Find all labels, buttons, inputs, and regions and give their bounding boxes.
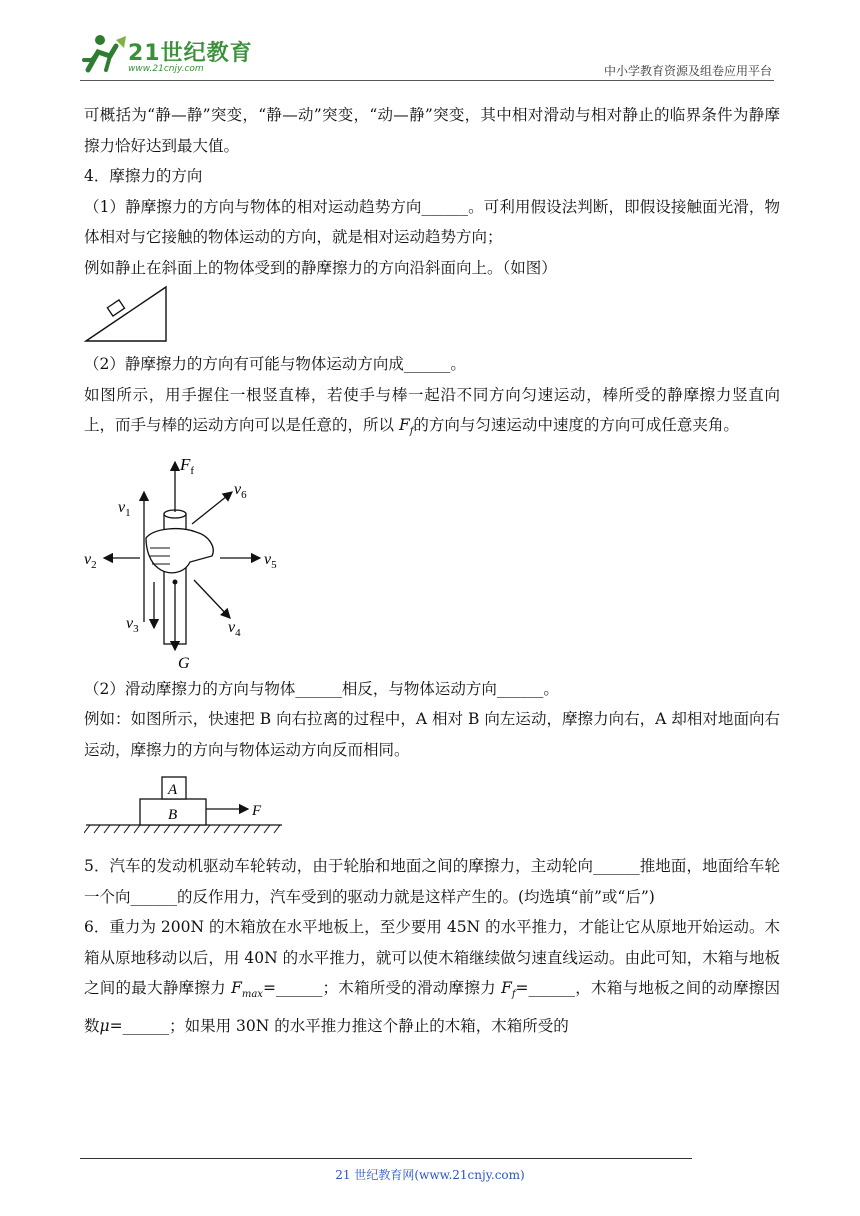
v6-arrow — [192, 492, 232, 524]
label-f: F — [252, 803, 262, 820]
label-v4: $v_4$ — [228, 618, 241, 639]
paragraph-sliding-friction-direction: （2）滑动摩擦力的方向与物体______相反，与物体运动方向______。 — [84, 679, 559, 698]
paragraph-static-friction-direction: （1）静摩擦力的方向与物体的相对运动趋势方向______。可利用假设法判断，即假设接触面光滑，物体相对与它接触的物体运动的方向，就是相对运动趋势方向； — [84, 197, 780, 246]
logo-text: 21世纪教育 — [128, 41, 253, 66]
logo-url: www.21cnjy.com — [128, 64, 204, 74]
label-v1: $v_1$ — [118, 498, 131, 519]
v4-arrow — [194, 580, 230, 618]
incline-figure — [84, 283, 780, 349]
paragraph-incline-example: 例如静止在斜面上的物体受到的静摩擦力的方向沿斜面向上。（如图） — [84, 258, 557, 277]
section-heading-friction-direction: 4．摩擦力的方向 — [84, 167, 203, 185]
blocks-diagram — [84, 773, 304, 851]
question-5: 5．汽车的发动机驱动车轮转动，由于轮胎和地面之间的摩擦力，主动轮向______推地面，地面给车轮一个向______的反作用力，汽车受到的驱动力就是这样产生的。(均选填“前”或“后”) — [84, 857, 780, 906]
paragraph-static-angle: （2）静摩擦力的方向有可能与物体运动方向成______。 — [84, 355, 466, 373]
document-body — [84, 100, 780, 1041]
footer-divider — [80, 1158, 692, 1159]
label-a: A — [168, 782, 178, 799]
label-b: B — [168, 807, 178, 824]
platform-name: 中小学教育资源及组卷应用平台 — [603, 64, 772, 78]
hand-rod-figure — [84, 448, 780, 674]
label-ff: $F_f$ — [180, 454, 195, 477]
label-v6: $v_6$ — [234, 480, 247, 501]
paragraph-block-example: 例如：如图所示，快速把 B 向右拉离的过程中，A 相对 B 向左运动，摩擦力向右，A 却相对地面向右运动，摩擦力的方向与物体运动方向反而相同。 — [84, 710, 780, 759]
paragraph-critical-condition: 可概括为“静—静”突变，“静—动”突变，“动—静”突变，其中相对滑动与相对静止的临界条件为静摩擦力恰好达到最大值。 — [84, 106, 780, 155]
question-6: 6．重力为 200N 的木箱放在水平地板上，至少要用 45N 的水平推力，才能让它从原地开始运动。木箱从原地移动以后，用 40N 的水平推力，就可以使木箱继续做匀速直线运动。由此可知，木箱与地板之间的最大静摩擦力 $F_{max}=\_\_\_\_\_\_$；木箱所受的滑动摩擦力 $F_f=\_\_\_\_\_\_$，木箱与地板之间的动摩擦因数μ=______；如果用 30N 的水平推力推这个静止的木箱，木箱所受的 — [84, 918, 780, 1035]
header-divider — [80, 80, 774, 81]
incline-diagram — [84, 283, 284, 349]
hand — [146, 528, 213, 572]
hand-rod-diagram — [84, 452, 314, 674]
footer-text: 21 世纪教育网(www.21cnjy.com) — [335, 1168, 525, 1182]
page-header — [0, 0, 860, 82]
label-v2: $v_2$ — [84, 550, 97, 571]
blocks-figure — [84, 765, 780, 851]
label-g: G — [178, 654, 190, 672]
label-v5: $v_5$ — [264, 550, 277, 571]
label-v3: $v_3$ — [126, 614, 139, 635]
paragraph-hand-rod: 如图所示，用手握住一根竖直棒，若使手与棒一起沿不同方向匀速运动，棒所受的静摩擦力竖直向上，而手与棒的运动方向可以是任意的，所以 $F_f$的方向与匀速运动中速度的方向可成任意夹角。 — [84, 385, 780, 438]
